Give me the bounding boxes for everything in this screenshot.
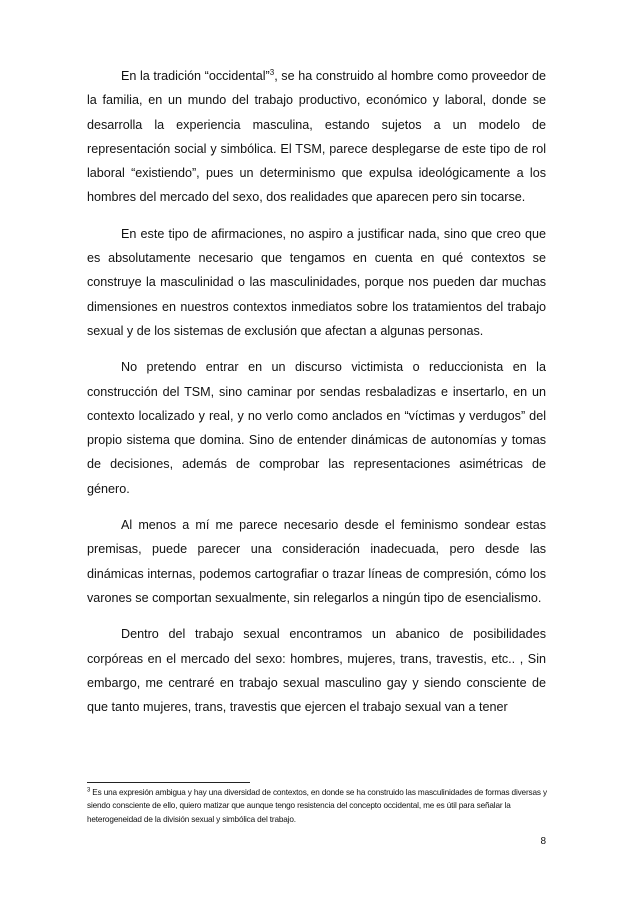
body-text bbox=[87, 64, 546, 731]
page-number: 8 bbox=[540, 836, 546, 847]
paragraph-1-text-end: , se ha construido al hombre como proveedor de la familia, en un mundo del trabajo productivo, económico y laboral, donde se desarrolla la experiencia masculina, estando sujetos a un modelo de representación social y simbólica. El TSM, parece desplegarse de este tipo de rol laboral “existiendo”, pues un determinismo que expulsa ideológicamente a los hombres del mercado del sexo, dos realidades que aparecen pero sin tocarse. bbox=[87, 69, 546, 205]
paragraph-1-text-start: En la tradición “occidental” bbox=[121, 69, 270, 83]
footnote-reference: 3 bbox=[269, 67, 275, 77]
paragraph-2: En este tipo de afirmaciones, no aspiro a justificar nada, sino que creo que es absolutamente necesario que tengamos en cuenta en qué contextos se construye la masculinidad o las masculinidades, porque nos pueden dar muchas dimensiones en nuestros contextos inmediatos sobre los tratamientos del trabajo sexual y de los sistemas de exclusión que afectan a algunas personas. bbox=[87, 226, 546, 338]
paragraph-3: No pretendo entrar en un discurso victimista o reduccionista en la construcción del TSM, sino caminar por sendas resbaladizas e insertarlo, en un contexto localizado y real, y no verlo como anclados en “víctimas y verdugos” del propio sistema que domina. Sino de entender dinámicas de autonomías y tomas de decisiones, además de comprobar las representaciones asimétricas de género. bbox=[87, 360, 546, 496]
footnote-marker: 3 bbox=[87, 787, 91, 794]
footnote-separator bbox=[87, 782, 250, 783]
paragraph-4: Al menos a mí me parece necesario desde el feminismo sondear estas premisas, puede parecer una consideración inadecuada, pero desde las dinámicas internas, podemos cartografiar o trazar líneas de compresión, cómo los varones se comportan sexualmente, sin relegarlos a ningún tipo de esencialismo. bbox=[87, 518, 546, 605]
footnote bbox=[87, 786, 549, 826]
paragraph-5: Dentro del trabajo sexual encontramos un abanico de posibilidades corpóreas en el mercado del sexo: hombres, mujeres, trans, travestis, etc.. , Sin embargo, me centraré en trabajo sexual masculino gay y siendo consciente de que tanto mujeres, trans, travestis que ejercen el trabajo sexual van a tener bbox=[87, 627, 546, 715]
paragraph-1 bbox=[87, 64, 546, 210]
footnote-text: Es una expresión ambigua y hay una diversidad de contextos, en donde se ha construido las masculinidades de formas diversas y siendo consciente de ello, quiero matizar que aunque tengo resistencia del concepto occidental, me es útil para señalar la heterogeneidad de la división sexual y simbólica del trabajo. bbox=[87, 788, 547, 824]
